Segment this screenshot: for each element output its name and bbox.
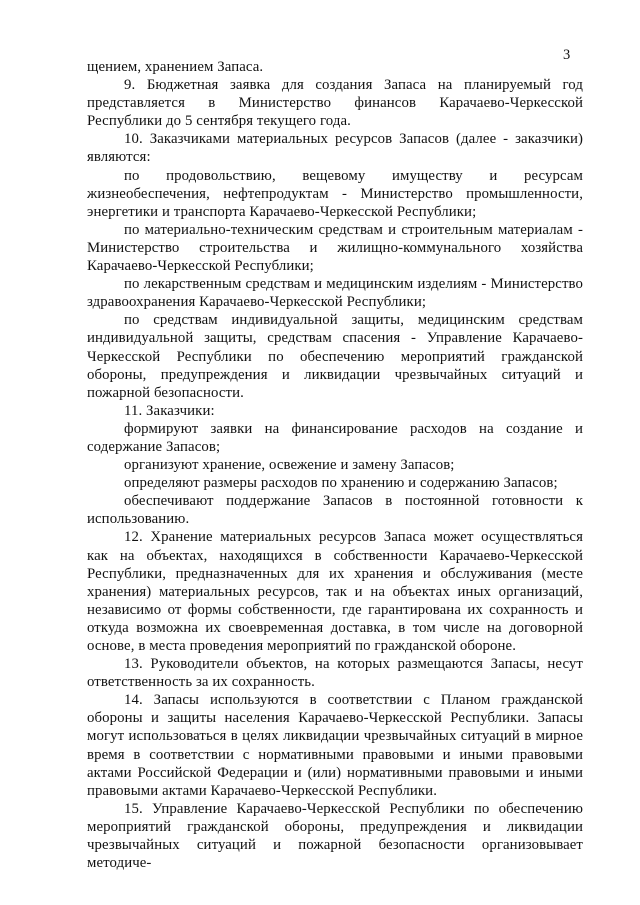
paragraph-15: 15. Управление Карачаево-Черкесской Республики по обеспечению мероприятий гражданской обороны, предупреждения и ликвидации чрезвычайных ситуаций и пожарной безопасности организовывает методиче- [87,800,583,872]
list-item-food-supplies: по продовольствию, вещевому имуществу и ресурсам жизнеобеспечения, нефтепродуктам - Министерство промышленности, энергетики и транспорта Карачаево-Черкесской Республики; [87,167,583,220]
paragraph-continuation: щением, хранением Запаса. [87,59,264,75]
list-item-construction-materials: по материально-техническим средствам и строительным материалам - Министерство строительства и жилищно-коммунального хозяйства Карачаево-Черкесской Республики; [87,221,583,275]
page-number: 3 [563,47,571,63]
list-item-storage-organization: организуют хранение, освежение и замену Запасов; [124,457,455,474]
paragraph-14: 14. Запасы используются в соответствии с Планом гражданской обороны и защиты населения Карачаево-Черкесской Республики. Запасы могут использоваться в целях ликвидации чрезвычайных ситуаций в мирное время в соответствии с нормативными правовыми и иными правовыми актами Российской Федерации и (или) нормативными правовыми и иными правовыми актами Карачаево-Черкесской Республики. [87,692,583,799]
paragraph-9: 9. Бюджетная заявка для создания Запаса на планируемый год представляется в Министерство финансов Карачаево-Черкесской Республики до 5 сентября текущего года. [87,77,583,130]
paragraph-11: 11. Заказчики: [124,402,215,419]
paragraph-10: 10. Заказчиками материальных ресурсов Запасов (далее - заказчики) являются: [87,131,583,166]
list-item-protective-equipment: по средствам индивидуальной защиты, медицинским средствам индивидуальной защиты, средствам спасения - Управление Карачаево-Черкесской Республики по обеспечению мероприятий гражданской обороны, предупреждения и ликвидации чрезвычайных ситуаций и пожарной безопасности. [87,312,583,401]
paragraph-13: 13. Руководители объектов, на которых размещаются Запасы, несут ответственность за их сохранность. [87,656,583,691]
list-item-expense-sizing: определяют размеры расходов по хранению и содержанию Запасов; [124,475,558,492]
list-item-readiness: обеспечивают поддержание Запасов в постоянной готовности к использованию. [87,493,583,528]
paragraph-12: 12. Хранение материальных ресурсов Запаса может осуществляться как на объектах, находящихся в собственности Карачаево-Черкесской Республики, предназначенных для их хранения и обслуживания (месте хранения) материальных ресурсов, так и на объектах иных организаций, независимо от формы собственности, где гарантирована их сохранность и откуда возможна их своевременная доставка, в том числе на договорной основе, в места проведения мероприятий по гражданской обороне. [87,529,583,654]
list-item-financing-requests: формируют заявки на финансирование расходов на создание и содержание Запасов; [87,420,583,455]
document-body [87,58,583,872]
list-item-medicines: по лекарственным средствам и медицинским изделиям - Министерство здравоохранения Карачаево-Черкесской Республики; [87,276,583,311]
